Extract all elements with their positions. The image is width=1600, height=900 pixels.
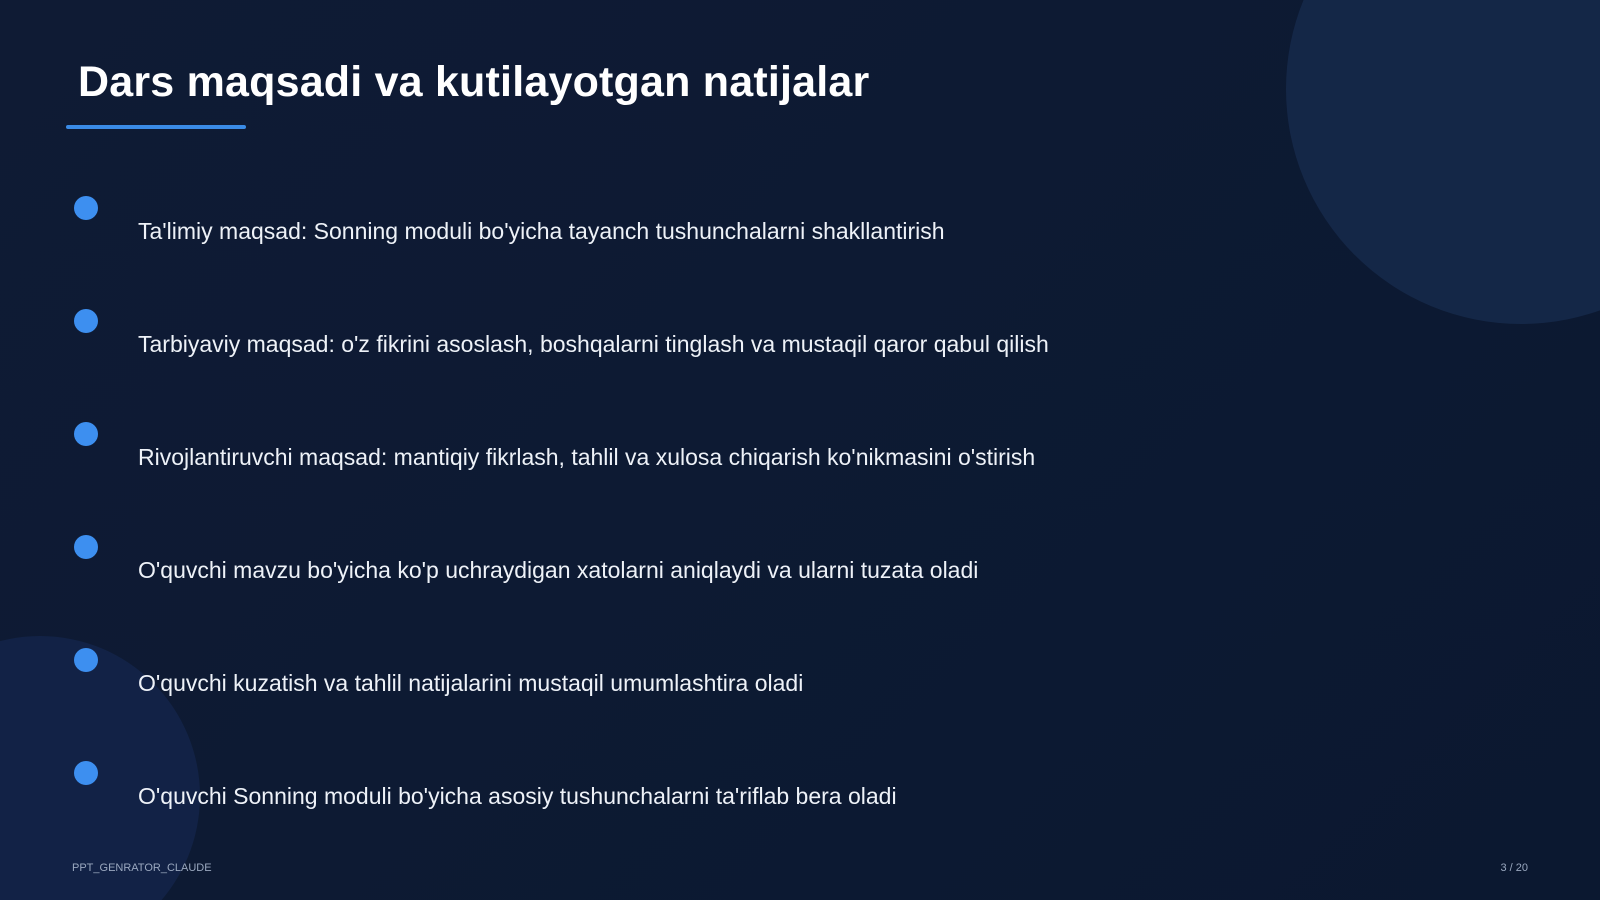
slide-title: Dars maqsadi va kutilayotgan natijalar [78,58,870,106]
circle-bullet-icon [74,422,98,446]
title-underline [66,125,246,129]
bullet-text: O'quvchi kuzatish va tahlil natijalarini mustaqil umumlashtira oladi [138,670,804,696]
list-item [74,648,1254,708]
footer-brand: PPT_GENRATOR_CLAUDE [72,862,212,874]
list-item [74,535,1254,595]
bullet-text: O'quvchi mavzu bo'yicha ko'p uchraydigan xatolarni aniqlaydi va ularni tuzata oladi [138,557,979,583]
list-item [74,422,1254,482]
decorative-circle-top-right [1286,0,1600,324]
bullet-text: Ta'limiy maqsad: Sonning moduli bo'yicha tayanch tushunchalarni shakllantirish [138,218,945,244]
bullet-text: Tarbiyaviy maqsad: o'z fikrini asoslash, boshqalarni tinglash va mustaqil qaror qabul qilish [138,331,1049,357]
list-item [74,196,1254,256]
bullet-text: O'quvchi Sonning moduli bo'yicha asosiy tushunchalarni ta'riflab bera oladi [138,783,897,809]
circle-bullet-icon [74,648,98,672]
bullet-text: Rivojlantiruvchi maqsad: mantiqiy fikrlash, tahlil va xulosa chiqarish ko'nikmasini o'stirish [138,444,1036,470]
page-indicator: 3 / 20 [1500,862,1528,874]
circle-bullet-icon [74,535,98,559]
list-item [74,309,1254,369]
circle-bullet-icon [74,761,98,785]
circle-bullet-icon [74,309,98,333]
circle-bullet-icon [74,196,98,220]
list-item [74,761,1254,821]
